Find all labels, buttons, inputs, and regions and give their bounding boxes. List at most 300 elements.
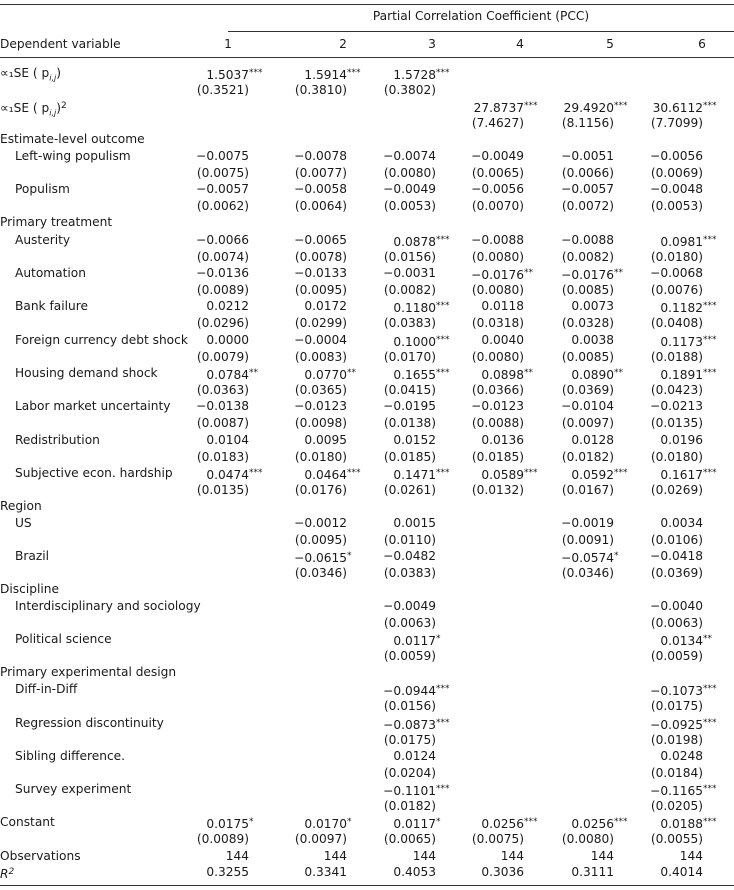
significance-stars: *** (703, 235, 717, 245)
coef-cell (481, 298, 539, 314)
row-label (0, 498, 42, 514)
coef-cell (393, 814, 451, 832)
row-label (15, 232, 70, 248)
coef-value: −0.0213 (650, 399, 703, 413)
coef-value: 0.0592 (571, 468, 614, 482)
std-error-cell: (0.0091) (561, 533, 614, 547)
coef-value: 0.0128 (571, 433, 614, 447)
row-label (15, 681, 77, 697)
coef-value: 0.0172 (304, 299, 347, 313)
coef-value: −0.0615 (294, 551, 347, 565)
coef-value: 0.0038 (571, 333, 614, 347)
row-label-text: R (0, 867, 9, 881)
row-label-text: Regression discontinuity (15, 716, 164, 730)
row-label (15, 548, 49, 564)
std-error-cell: (0.0063) (383, 616, 436, 630)
coef-value: 0.0878 (393, 235, 436, 249)
significance-stars: *** (703, 335, 717, 345)
significance-stars: ** (614, 268, 623, 278)
row-label-text: Estimate-level outcome (0, 132, 145, 146)
coef-cell (481, 432, 539, 448)
row-label (15, 465, 173, 481)
significance-stars: *** (436, 468, 450, 478)
coef-value: −0.0056 (650, 149, 703, 163)
coef-value: −0.0176 (471, 268, 524, 282)
coef-cell (206, 432, 264, 448)
coef-cell (660, 465, 718, 483)
coef-value: −0.0133 (294, 266, 347, 280)
coef-cell (196, 265, 264, 281)
coef-value: 0.1182 (660, 301, 703, 315)
coef-cell (650, 181, 718, 197)
stat-cell: 0.3036 (481, 865, 524, 879)
coef-value: 0.0124 (393, 749, 436, 763)
coef-value: −0.0195 (383, 399, 436, 413)
significance-stars: * (249, 817, 254, 827)
coef-cell (294, 148, 362, 164)
std-error-cell: (0.0069) (650, 166, 703, 180)
coef-value: −0.0051 (561, 149, 614, 163)
significance-stars: *** (703, 817, 717, 827)
coef-value: −0.1073 (650, 684, 703, 698)
coef-value: 0.0117 (393, 817, 436, 831)
coef-cell (294, 515, 362, 531)
row-label-text: Diff-in-Diff (15, 682, 78, 696)
coef-cell (561, 181, 629, 197)
coef-cell (393, 631, 451, 649)
significance-stars: *** (614, 817, 628, 827)
coef-value: 0.0256 (571, 817, 614, 831)
coef-value: −0.0176 (561, 268, 614, 282)
std-error-cell: (7.4627) (471, 116, 524, 130)
coef-value: −0.0068 (650, 266, 703, 280)
std-error-cell: (0.0346) (561, 566, 614, 580)
coef-value: 0.1180 (393, 301, 436, 315)
coef-cell (481, 465, 539, 483)
std-error-cell: (0.3521) (196, 83, 249, 97)
significance-stars: *** (524, 468, 538, 478)
std-error-cell: (0.0053) (650, 199, 703, 213)
coef-value: −0.0138 (196, 399, 249, 413)
row-label (15, 365, 158, 381)
coef-value: −0.0944 (383, 684, 436, 698)
coef-value: −0.1101 (383, 784, 436, 798)
row-label (15, 781, 131, 797)
row-label-text: Labor market uncertainty (15, 399, 171, 413)
coef-cell (383, 265, 451, 281)
row-label (15, 631, 112, 647)
std-error-cell: (0.0176) (294, 483, 347, 497)
row-label (0, 848, 81, 864)
row-label (0, 664, 176, 680)
coef-value: −0.0004 (294, 333, 347, 347)
coef-value: −0.0925 (650, 718, 703, 732)
coef-cell (571, 465, 629, 483)
std-error-cell: (0.0423) (650, 383, 703, 397)
std-error-cell: (0.0188) (650, 350, 703, 364)
coef-value: −0.0049 (471, 149, 524, 163)
row-label (15, 181, 70, 197)
row-label-superscript: 2 (61, 101, 67, 111)
significance-stars: * (614, 551, 619, 561)
std-error-cell: (0.0180) (650, 250, 703, 264)
coef-value: −0.0019 (561, 516, 614, 530)
std-error-cell: (0.0083) (294, 350, 347, 364)
significance-stars: *** (249, 468, 263, 478)
coef-value: 1.5914 (304, 68, 347, 82)
std-error-cell: (0.0080) (471, 283, 524, 297)
coef-value: −0.0482 (383, 549, 436, 563)
coef-cell (196, 398, 264, 414)
std-error-cell: (0.0085) (561, 283, 614, 297)
coef-value: 0.0256 (481, 817, 524, 831)
coef-value: −0.0136 (196, 266, 249, 280)
row-label-tail: ) (56, 101, 62, 115)
coef-value: −0.0049 (383, 182, 436, 196)
row-label-text: Survey experiment (15, 782, 132, 796)
coef-value: 0.1617 (660, 468, 703, 482)
row-label-text: Constant (0, 815, 55, 829)
std-error-cell: (0.0299) (294, 316, 347, 330)
coef-cell (383, 181, 451, 197)
header-rule (0, 57, 734, 58)
std-error-cell: (0.0089) (196, 283, 249, 297)
row-label-text: ∝₁SE ( p (0, 66, 50, 80)
significance-stars: * (436, 634, 441, 644)
stat-cell: 0.4053 (393, 865, 436, 879)
significance-stars: * (347, 817, 352, 827)
significance-stars: *** (347, 68, 361, 78)
std-error-cell: (0.0066) (561, 166, 614, 180)
row-label (0, 581, 59, 597)
std-error-cell: (0.0074) (196, 250, 249, 264)
row-label (15, 432, 100, 448)
std-error-cell: (0.0053) (383, 199, 436, 213)
std-error-cell: (0.0318) (471, 316, 524, 330)
row-label (15, 398, 170, 414)
stat-cell: 0.4014 (660, 865, 703, 879)
std-error-cell: (0.0064) (294, 199, 347, 213)
coef-value: 0.0770 (304, 368, 347, 382)
coef-cell (383, 398, 451, 414)
coef-cell (471, 148, 539, 164)
std-error-cell: (0.0110) (383, 533, 436, 547)
coef-value: −0.0040 (650, 599, 703, 613)
std-error-cell: (0.0261) (383, 483, 436, 497)
coef-value: −0.0123 (294, 399, 347, 413)
coef-value: −0.0088 (561, 233, 614, 247)
coef-cell (571, 814, 629, 832)
row-label (0, 98, 67, 121)
std-error-cell: (0.0369) (561, 383, 614, 397)
row-label-text: ∝₁SE ( p (0, 101, 50, 115)
super-title-rule (228, 31, 734, 32)
row-label (15, 515, 32, 531)
significance-stars: *** (524, 817, 538, 827)
std-error-cell: (0.0055) (650, 832, 703, 846)
coef-value: 0.1891 (660, 368, 703, 382)
col-header-5: 5 (606, 37, 614, 51)
significance-stars: ** (703, 634, 712, 644)
significance-stars: ** (249, 368, 258, 378)
std-error-cell: (0.0095) (294, 533, 347, 547)
significance-stars: *** (703, 718, 717, 728)
std-error-cell: (0.0415) (383, 383, 436, 397)
coef-cell (471, 265, 539, 283)
std-error-cell: (0.0075) (471, 832, 524, 846)
col-header-4: 4 (516, 37, 524, 51)
std-error-cell: (0.0075) (196, 166, 249, 180)
coef-cell (650, 681, 718, 699)
std-error-cell: (0.0138) (383, 416, 436, 430)
std-error-cell: (0.0059) (650, 649, 703, 663)
row-label-text: US (15, 516, 32, 530)
std-error-cell: (0.0059) (383, 649, 436, 663)
coef-value: −0.0066 (196, 233, 249, 247)
coef-value: 30.6112 (652, 101, 703, 115)
significance-stars: *** (614, 101, 628, 111)
coef-cell (660, 432, 718, 448)
coef-cell (471, 398, 539, 414)
coef-value: 0.0073 (571, 299, 614, 313)
coef-value: 0.0117 (393, 634, 436, 648)
std-error-cell: (0.0135) (650, 416, 703, 430)
std-error-cell: (0.0183) (196, 450, 249, 464)
coef-value: −0.0104 (561, 399, 614, 413)
top-rule (0, 4, 734, 5)
coef-cell (304, 432, 362, 448)
row-label-text: Housing demand shock (15, 366, 158, 380)
row-label (15, 332, 188, 348)
significance-stars: ** (614, 368, 623, 378)
row-label (15, 598, 201, 614)
std-error-cell: (0.0365) (294, 383, 347, 397)
row-label-text: Austerity (15, 233, 71, 247)
std-error-cell: (0.0065) (383, 832, 436, 846)
coef-value: −0.0048 (650, 182, 703, 196)
coef-cell (196, 148, 264, 164)
coef-value: −0.0123 (471, 399, 524, 413)
coef-value: 0.0152 (393, 433, 436, 447)
coef-value: 1.5037 (206, 68, 249, 82)
significance-stars: *** (614, 468, 628, 478)
row-label (0, 214, 112, 230)
std-error-cell: (0.0167) (561, 483, 614, 497)
coef-value: 0.0040 (481, 333, 524, 347)
coef-cell (393, 432, 451, 448)
coef-cell (561, 265, 629, 283)
std-error-cell: (0.0078) (294, 250, 347, 264)
row-label-text: Populism (15, 182, 70, 196)
row-label-text: Primary experimental design (0, 665, 177, 679)
coef-cell (383, 148, 451, 164)
std-error-cell: (8.1156) (561, 116, 614, 130)
coef-cell (206, 65, 264, 83)
std-error-cell: (0.0175) (650, 699, 703, 713)
significance-stars: ** (347, 368, 356, 378)
coef-cell (660, 332, 718, 350)
significance-stars: *** (436, 784, 450, 794)
coef-cell (294, 332, 362, 348)
row-label-text: Left-wing populism (15, 149, 131, 163)
coef-cell (294, 181, 362, 197)
std-error-cell: (0.0089) (196, 832, 249, 846)
coef-cell (650, 148, 718, 164)
row-label-tail: ) (56, 66, 62, 80)
significance-stars: * (436, 817, 441, 827)
coef-cell (481, 332, 539, 348)
coef-cell (383, 681, 451, 699)
std-error-cell: (0.0198) (650, 733, 703, 747)
stat-cell: 0.3255 (206, 865, 249, 879)
coef-cell (571, 298, 629, 314)
coef-value: −0.1165 (650, 784, 703, 798)
coef-value: 0.0034 (660, 516, 703, 530)
std-error-cell: (0.0070) (471, 199, 524, 213)
significance-stars: *** (703, 101, 717, 111)
std-error-cell: (0.3802) (383, 83, 436, 97)
row-label (15, 265, 86, 281)
std-error-cell: (0.0180) (294, 450, 347, 464)
significance-stars: ** (524, 368, 533, 378)
significance-stars: *** (436, 368, 450, 378)
stat-cell: 0.3111 (571, 865, 614, 879)
coef-cell (571, 365, 629, 383)
std-error-cell: (0.0106) (650, 533, 703, 547)
coef-cell (571, 432, 629, 448)
coef-value: −0.0057 (561, 182, 614, 196)
coef-cell (393, 748, 451, 764)
coef-cell (393, 515, 451, 531)
coef-cell (481, 365, 539, 383)
std-error-cell: (0.0184) (650, 766, 703, 780)
coef-value: 1.5728 (393, 68, 436, 82)
std-error-cell: (0.0076) (650, 283, 703, 297)
stat-cell: 144 (679, 849, 703, 863)
coef-cell (650, 398, 718, 414)
coef-cell (660, 748, 718, 764)
coef-cell (481, 814, 539, 832)
significance-stars: *** (249, 68, 263, 78)
std-error-cell: (0.0080) (383, 166, 436, 180)
std-error-cell: (0.0095) (294, 283, 347, 297)
coef-value: 0.0000 (206, 333, 249, 347)
coef-value: 0.0170 (304, 817, 347, 831)
std-error-cell: (0.0182) (383, 799, 436, 813)
significance-stars: *** (436, 68, 450, 78)
coef-value: 0.0175 (206, 817, 249, 831)
coef-value: −0.0574 (561, 551, 614, 565)
coef-value: −0.0075 (196, 149, 249, 163)
std-error-cell: (0.0156) (383, 250, 436, 264)
stat-cell: 144 (323, 849, 347, 863)
std-error-cell: (0.0366) (471, 383, 524, 397)
coef-value: −0.0031 (383, 266, 436, 280)
row-label-text: Bank failure (15, 299, 88, 313)
row-label (15, 148, 131, 164)
row-label-subscript: i,j (49, 108, 57, 118)
coef-value: 0.0095 (304, 433, 347, 447)
col-header-3: 3 (428, 37, 436, 51)
coef-value: −0.0049 (383, 599, 436, 613)
std-error-cell: (0.0185) (471, 450, 524, 464)
coef-cell (650, 598, 718, 614)
std-error-cell: (0.0346) (294, 566, 347, 580)
std-error-cell: (0.0082) (383, 283, 436, 297)
significance-stars: *** (347, 468, 361, 478)
coef-cell (561, 232, 629, 248)
coef-cell (653, 98, 718, 116)
coef-cell (304, 298, 362, 314)
coef-cell (660, 515, 718, 531)
std-error-cell: (0.0062) (196, 199, 249, 213)
coef-value: −0.0057 (196, 182, 249, 196)
row-label-text: Foreign currency debt shock (15, 333, 188, 347)
col-header-2: 2 (339, 37, 347, 51)
significance-stars: *** (436, 301, 450, 311)
row-label (0, 65, 61, 86)
coef-cell (660, 631, 718, 649)
std-error-cell: (0.0087) (196, 416, 249, 430)
std-error-cell: (0.0185) (383, 450, 436, 464)
std-error-cell: (0.0180) (650, 450, 703, 464)
row-label-text: Observations (0, 849, 81, 863)
coef-cell (650, 715, 718, 733)
coef-value: 0.1173 (660, 335, 703, 349)
row-label-text: Brazil (15, 549, 50, 563)
coef-cell (561, 548, 629, 566)
significance-stars: *** (436, 335, 450, 345)
significance-stars: *** (703, 468, 717, 478)
coef-value: 27.8737 (473, 101, 524, 115)
std-error-cell: (0.0383) (383, 316, 436, 330)
coef-cell (393, 465, 451, 483)
bottom-rule (0, 885, 734, 886)
coef-cell (206, 332, 264, 348)
coef-cell (650, 265, 718, 281)
stat-cell: 144 (225, 849, 249, 863)
coef-value: 0.0890 (571, 368, 614, 382)
row-label-text: Automation (15, 266, 86, 280)
std-error-cell: (0.0080) (471, 250, 524, 264)
coef-cell (471, 181, 539, 197)
significance-stars: *** (436, 235, 450, 245)
coef-cell (206, 365, 264, 383)
coef-value: 0.0196 (660, 433, 703, 447)
std-error-cell: (0.0097) (294, 832, 347, 846)
coef-value: 0.0188 (660, 817, 703, 831)
row-label-superscript: 2 (8, 867, 15, 877)
coef-value: −0.0058 (294, 182, 347, 196)
significance-stars: *** (703, 684, 717, 694)
coef-cell (660, 298, 718, 316)
std-error-cell: (0.0328) (561, 316, 614, 330)
coef-value: 0.0981 (660, 235, 703, 249)
coef-value: 29.4920 (563, 101, 614, 115)
coef-cell (660, 814, 718, 832)
coef-cell (196, 232, 264, 248)
coef-value: 0.0474 (206, 468, 249, 482)
coef-cell (304, 465, 362, 483)
row-label-text: Sibling difference. (15, 749, 126, 763)
coef-cell (571, 332, 629, 348)
coef-cell (393, 332, 451, 350)
coef-cell (206, 814, 264, 832)
coef-value: 0.0136 (481, 433, 524, 447)
coef-value: 0.0104 (206, 433, 249, 447)
coef-value: −0.0418 (650, 549, 703, 563)
row-label-text: Region (0, 499, 42, 513)
